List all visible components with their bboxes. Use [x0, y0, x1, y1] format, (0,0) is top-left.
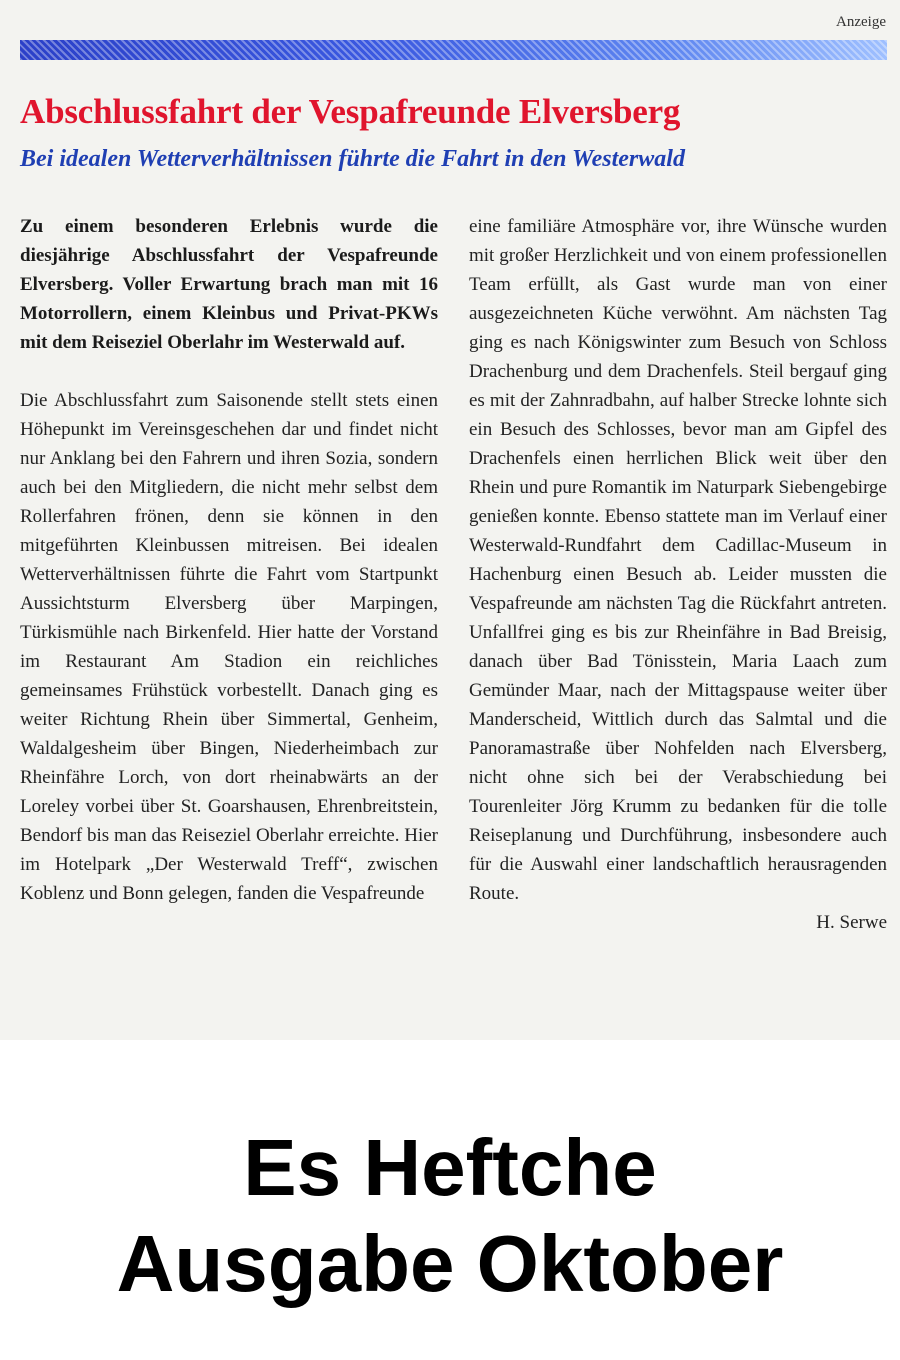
ad-label: Anzeige [836, 14, 886, 30]
body-paragraph-left: Die Abschlussfahrt zum Saisonende stellt stets einen Höhepunkt im Vereinsgeschehen dar und findet nicht nur Anklang bei den Fahrern und ihren Sozia, sondern auch bei den Mitgliedern, die nicht mehr selbst dem Rollerfahren frönen, denn sie können in den mitgeführten Kleinbussen mitreisen. Bei idealen Wetterverhältnissen führte die Fahrt vom Startpunkt Aussichtsturm Elversberg über Marpingen, Türkismühle nach Birkenfeld. Hier hatte der Vorstand im Restaurant Am Stadion ein reichliches gemeinsames Frühstück vorbestellt. Danach ging es weiter Richtung Rhein über Simmertal, Genheim, Waldalgesheim über Bingen, Niederheimbach zur Rheinfähre Lorch, von dort rheinabwärts an der Loreley vorbei über St. Goarshausen, Ehrenbreitstein, Bendorf bis man das Reiseziel Oberlahr erreichte. Hier im Hotelpark „Der Westerwald Treff“, zwischen Koblenz und Bonn gelegen, fanden die Vespafreunde [20, 390, 438, 904]
publication-caption [0, 1120, 900, 1312]
article-headline: Abschlussfahrt der Vespafreunde Elversberg [20, 92, 681, 131]
body-paragraph-right: eine familiäre Atmosphäre vor, ihre Wünsche wurden mit großer Herzlichkeit und von einem professionellen Team erfüllt, als Gast wurde man von einer ausgezeichneten Küche verwöhnt. Am nächsten Tag ging es nach Königswinter zum Besuch von Schloss Drachenburg und dem Drachenfels. Steil bergauf ging es mit der Zahnradbahn, auf halber Strecke lohnte sich ein Besuch des Schlosses, bevor man am Gipfel des Drachenfels einen herrlichen Blick weit über den Rhein und pure Romantik im Naturpark Siebengebirge genießen konnte. Ebenso stattete man im Verlauf einer Westerwald-Rundfahrt dem Cadillac-Museum in Hachenburg einen Besuch ab. Leider mussten die Vespafreunde am nächsten Tag die Rückfahrt antreten. Unfallfrei ging es bis zur Rheinfähre in Bad Breisig, danach über Bad Tönisstein, Maria Laach zum Gemünder Maar, nach der Mittagspause weiter über Manderscheid, Wittlich durch das Salmtal und die Panoramastraße über Nohfelden nach Elversberg, nicht ohne sich bei der Verabschiedung bei Tourenleiter Jörg Krumm zu bedanken für die tolle Reiseplanung und Durchführung, insbesondere auch für die Auswahl einer landschaftlich herausragenden Route. [469, 216, 887, 904]
publication-issue: Ausgabe Oktober [116, 1219, 784, 1308]
article-column-left [20, 212, 438, 908]
decorative-color-band [20, 40, 887, 60]
publication-title: Es Heftche [243, 1123, 657, 1212]
lead-paragraph: Zu einem besonderen Erlebnis wurde die diesjährige Abschlussfahrt der Vespafreunde Elversberg. Voller Erwartung brach man mit 16 Motorrollern, einem Kleinbus und Privat-PKWs mit dem Reiseziel Oberlahr im Westerwald auf. [20, 216, 438, 353]
author-signature: H. Serwe [816, 912, 887, 933]
article-subheadline: Bei idealen Wetterverhältnissen führte die Fahrt in den Westerwald [20, 146, 685, 172]
article-column-right [469, 212, 887, 937]
